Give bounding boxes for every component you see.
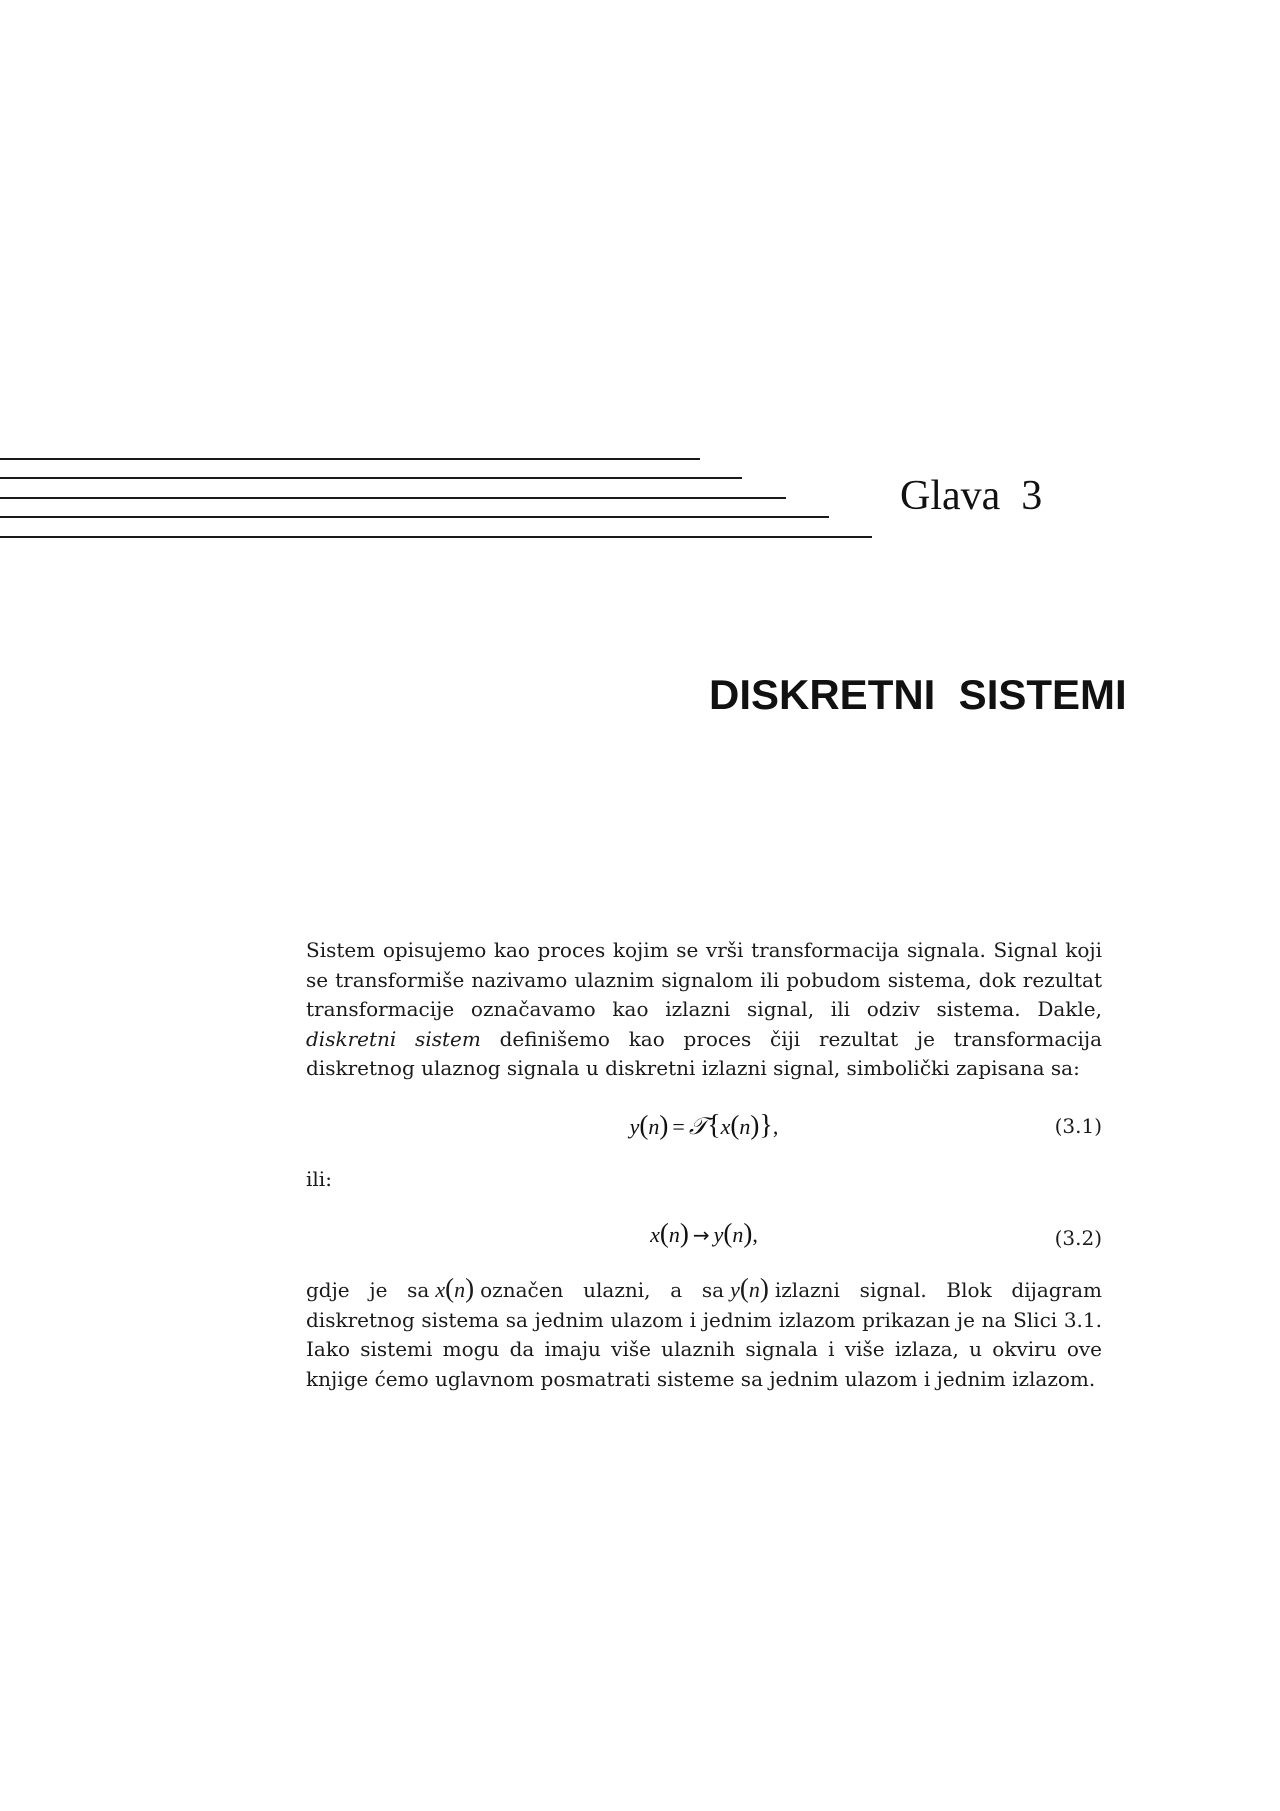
- var-n: n: [648, 1114, 660, 1139]
- var-x: x: [650, 1222, 660, 1247]
- var-n: n: [668, 1222, 680, 1247]
- equals-sign: =: [672, 1114, 685, 1139]
- equation-body: x(n) → y(n),: [650, 1218, 758, 1248]
- equation-number: (3.1): [1054, 1114, 1102, 1138]
- decorative-line: [0, 477, 742, 479]
- equation-3-2: [306, 1218, 1102, 1262]
- term-emphasis: diskretni sistem: [306, 1026, 481, 1051]
- decorative-line: [0, 536, 872, 538]
- operator-t: 𝒯: [688, 1112, 708, 1140]
- decorative-line: [0, 497, 786, 499]
- intro-paragraph: [306, 936, 1102, 1084]
- chapter-label: Glava 3: [900, 473, 1043, 519]
- equation-body: y(n) = 𝒯{x(n)},: [629, 1110, 779, 1141]
- decorative-line: [0, 516, 829, 518]
- chapter-title: DISKRETNI SISTEMI: [709, 671, 1127, 718]
- inline-x-of-n: x(n): [435, 1273, 475, 1303]
- var-y: y: [629, 1114, 640, 1139]
- var-n: n: [732, 1222, 744, 1247]
- equation-number: (3.2): [1054, 1226, 1102, 1250]
- intro-text-part1: Sistem opisujemo kao proces kojim se vrši transformacija signala. Signal koji se transformiše nazivamo ulaznim signalom ili pobudom sistema, dok rezultat transformacije označavamo kao izlazni signal, ili odziv sistema. Dakle,: [306, 938, 1102, 1021]
- intro-text-part2: definišemo kao proces čiji rezultat je transformacija diskretnog ulaznog signala u diskretni izlazni signal, simbolički zapisana sa:: [306, 1026, 1102, 1080]
- var-x: x: [720, 1114, 731, 1139]
- equation-3-1: [306, 1110, 1102, 1150]
- var-y: y: [713, 1222, 724, 1247]
- explanation-part3: izlazni signal. Blok dijagram diskretnog sistema sa jednim ulazom i jednim izlazom prikazan je na Slici 3.1. Iako sistemi mogu da imaju više ulaznih signala i više izlaza, u okviru ove knjige ćemo uglavnom posmatrati sisteme sa jednim ulazom i jednim izlazom.: [306, 1278, 1102, 1391]
- var-n: n: [739, 1114, 751, 1139]
- connector-text: ili:: [306, 1167, 332, 1191]
- decorative-line: [0, 458, 700, 460]
- explanation-paragraph: [306, 1275, 1102, 1394]
- explanation-part2: označen ulazni, a sa: [480, 1278, 725, 1302]
- explanation-part1: gdje je sa: [306, 1278, 430, 1302]
- inline-y-of-n: y(n): [730, 1273, 769, 1303]
- arrow-symbol: →: [692, 1223, 710, 1247]
- comma: ,: [772, 1114, 779, 1139]
- comma: ,: [752, 1222, 758, 1247]
